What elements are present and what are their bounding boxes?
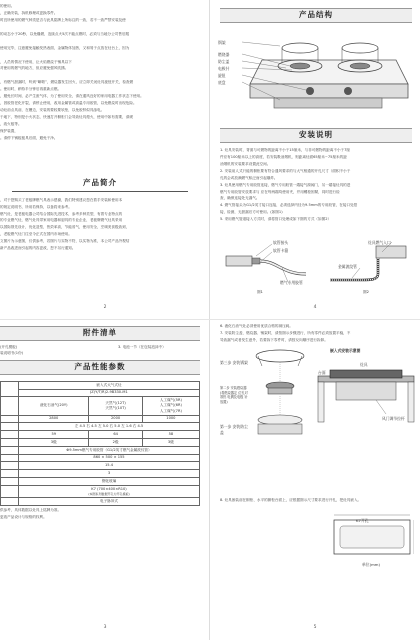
text-line: 的使用。 — [0, 4, 15, 8]
text-line: ，避免长时间，必产生废气体，为了使用安全，请在通风良好的家用电器工作状态下使用。 — [0, 94, 144, 99]
text-line: ，对于您购买了老板牌燃气具表示感谢，我们特别建议您在着手安装和使用本 — [0, 197, 123, 202]
table-row — [1, 454, 200, 462]
step-3-label: 第三步 安装锅架 — [220, 360, 248, 365]
table-row — [1, 439, 200, 447]
step-7-text: 导致漏气或者发生意外，若要拆下零件时，请按反向顺序进行拆卸。 — [220, 337, 328, 342]
text-line: 2. 安装前人式只能的橱柜要有符合通风要求的与大气相通的开孔尺寸（面积不小于 — [220, 168, 351, 173]
text-line: 新产品改进而引起的内容更改，恕不另行通知。 — [0, 246, 76, 251]
text-line: 的规定说明书，所用若保持，以备将来参考。 — [0, 204, 72, 209]
install-title-box — [220, 128, 412, 143]
embed-label-stove: 灶具 — [360, 362, 368, 367]
params-title: 产品性能参数 — [74, 362, 126, 371]
text-line: ，因胶管老化开裂，请停止使用，改用金属管或高温专用胶管，以免燃烧时出现危险。 — [0, 101, 137, 106]
table-row — [1, 415, 200, 423]
page-number: 4 — [313, 305, 317, 311]
figure-2-metal-pipe — [322, 238, 412, 288]
table-cell: K7 (700×400×R10) (本图系列数据开孔为开孔模板) — [19, 485, 200, 497]
table-cell: 860 × 500 × 155 — [19, 454, 200, 462]
text-line: 3. 灶具使用燃气专用胶管连接，燃气专用胶管一端接气源阀门，另一端接灶具的进 — [220, 182, 351, 187]
cutout-label: K7开孔 — [356, 518, 369, 523]
table-cell: 15.4 — [19, 462, 200, 470]
step-2-label: 第二步 安装燃烧器 (将燃烧器定 位孔对准热 电偶及电极 针放置) — [220, 386, 248, 404]
params-title-box — [0, 360, 200, 375]
intro-title-rule — [12, 191, 188, 192]
fig1-label-clamp: 软管卡箍 — [273, 248, 289, 253]
table-cell: 2级 — [89, 439, 142, 447]
text-line: 4. 燃气管接头为G1/2英寸接口连接，必须选择内径为9.5mm的专用胶管，在接口处搭 — [220, 203, 358, 208]
step-8-text: 8. 灶具嵌装前在橱柜、水平的橱柜台面上，应根据图示尺寸要求进行开孔，把灶具嵌入。 — [220, 498, 362, 502]
text-line: 燃气专用胶管安放要求与 应在每两端均使用夹，并用螺栓固紧，同时进行检 — [220, 189, 340, 194]
table-cell: 天然气(12T) 天然气(10T) — [89, 397, 142, 415]
table-cell: 3 — [19, 470, 200, 478]
safety-notes — [0, 4, 200, 143]
install-section — [220, 128, 412, 224]
text-line: 时宜所使用的燃气种类是否与此具铭牌上所标注的一致，若不一致严禁安装及使 — [0, 17, 126, 22]
left-burner — [290, 63, 310, 69]
text-line: ，改火板等。 — [0, 121, 22, 126]
pot-stand — [256, 350, 304, 362]
stove-structure-diagram — [220, 28, 410, 120]
intro-text — [0, 198, 200, 252]
cutout-diagram — [330, 510, 414, 568]
unit-label: 单位(mm) — [362, 562, 380, 567]
structure-title: 产品结构 — [299, 10, 333, 19]
table-cell: 左 4.5 右 4.5 左 5.0 右 5.0 左 1.6 右 4.5 — [19, 423, 200, 431]
table-cell: 64 — [89, 431, 142, 439]
fig1-label-connector: 软管接头 — [273, 240, 289, 245]
step-1-label: 第一步 安装防尘盖 — [220, 424, 248, 435]
table-cell: 3级 — [19, 439, 89, 447]
text-line: ，有燃气泄漏时，听到“噼啪”，燃烧器发生回火，应立即关闭灶具旋钮开关，检查燃 — [0, 80, 134, 85]
manual-page-5 — [210, 320, 420, 640]
table-row — [1, 397, 200, 415]
table-row — [1, 431, 200, 439]
table-row — [1, 497, 200, 505]
text-line: 动灶前点具前，在槽边，安装的要较要软垫，以免胶锌似具渗电。 — [0, 108, 105, 113]
text-line: 文图片为示意图，仅供参考，若图片与实物不符，以实物为准，本公司产品外观结 — [0, 239, 130, 244]
text-line: 。使用时，稍待半分钟后再重新点燃。 — [0, 87, 62, 92]
right-knob — [344, 87, 352, 95]
table-cell: Φ9.5mm燃气专用胶管（G1/2英寸燃气金属波纹管） — [19, 446, 200, 454]
stove-chassis — [250, 84, 408, 98]
params-table — [0, 381, 200, 506]
table-cell: 电子脉冲式 — [19, 497, 200, 505]
accessories-title-box — [0, 326, 200, 341]
text-line: 孔的会或放满燃气积泛而引起爆炸。 — [220, 175, 278, 180]
left-grate-exploded — [282, 43, 318, 53]
text-line: 对使用的燃气的地方，但应避免强风吹拂。 — [0, 66, 69, 71]
table-cell: 1000 — [142, 415, 199, 423]
fig2-label-corrugated: 金属波纹管 — [338, 264, 357, 269]
text-line: ，老板燃气灶门往至今正式在国内市场使用。 — [0, 232, 72, 237]
table-row — [1, 381, 200, 389]
page-number: 5 — [313, 625, 317, 631]
accessory-item: 装说明书(1份) — [0, 350, 24, 355]
install-title: 安装说明 — [299, 130, 333, 139]
table-row — [1, 478, 200, 486]
label-burner: 燃烧器 — [218, 52, 230, 57]
steps-6-7 — [220, 324, 415, 345]
text-line: ，正确安装，拆机修理或更换零件。 — [0, 10, 58, 15]
text-line: 以国际领先设计，优化造型，热效率高，节能省气，使用安全，烹调美食极致到， — [0, 225, 130, 230]
table-cell: 嵌入式大气式灶 — [19, 381, 200, 389]
burner-assembly-diagram — [252, 344, 308, 444]
table-row — [1, 423, 200, 431]
text-line: 1. 灶具安装时，背面与可燃物的距离不小于15厘米，与非可燃物的距离不小于7厘 — [220, 147, 351, 152]
footnote: 供参考，具体数据以灶具上铭牌为准。 — [0, 507, 62, 512]
text-line: 。请停下锅板板具后面，避免干净。 — [0, 135, 58, 140]
table-cell: 液化石油气(20Y) — [19, 397, 89, 415]
table-cell: JZ(Y/T/R)2-9B330-M1 — [19, 389, 200, 397]
dust-cover — [258, 415, 302, 425]
text-line: 的专业燃气灶，燃气灶具带家用电器和厨具的专业企业，老板牌燃气灶具采用 — [0, 218, 123, 223]
text-line — [0, 73, 200, 79]
page-number: 2 — [103, 305, 107, 311]
structure-section — [220, 8, 412, 23]
accessories-title: 附件清单 — [83, 328, 117, 337]
text-line: 的动态小于20秒，以免爆燃，连续点火5次不能点燃时，必须与当地分公司售后服 — [0, 31, 130, 36]
footnote: 更改产品设计与规格的权利。 — [0, 514, 47, 519]
params-section — [0, 360, 200, 522]
table-row — [1, 446, 200, 454]
stove-glass-panel — [250, 60, 408, 84]
table-footnotes — [0, 508, 200, 521]
table-row — [1, 470, 200, 478]
table-cell: 3级 — [142, 439, 199, 447]
label-pot-stand: 锅架 — [218, 40, 226, 45]
manual-page-4 — [210, 0, 420, 320]
right-grate-exploded — [342, 43, 378, 53]
table-cell: 2800 — [19, 415, 89, 423]
page-number: 3 — [103, 625, 107, 631]
install-instructions — [220, 148, 412, 223]
accessory-item: (开孔模板) — [0, 344, 18, 349]
intro-title: 产品简介 — [83, 178, 117, 187]
step-7-text: 7. 安装防尘盖、燃烧器、锅架时，请按图示步骤进行，所有零件必须放置平稳，不 — [220, 330, 351, 335]
accessory-item: 3. 电池一节（在包装泡沫中） — [118, 344, 166, 349]
text-line — [0, 53, 200, 59]
text-line: 接，检测，无泄漏后方可使用。(如图1) — [220, 210, 283, 215]
accessories-section — [0, 326, 200, 361]
manual-page-3 — [0, 320, 210, 640]
text-line: 件应有100厘米以上的高度，若安装吸油烟机，则距离灶面65厘米~75厘米的距 — [220, 154, 347, 159]
intro-section — [0, 178, 200, 253]
fig2-label-inlet: 灶具燃气入口 — [368, 240, 391, 245]
text-line: ，人员的情况下使用，让火焰燃烧于锅具以下 — [0, 59, 72, 64]
text-line: 使用完毕，注意避免接触发热表面，金属物体加热，又和易于点放在灶台上，因为 — [0, 45, 130, 50]
text-line: 查，确保连接处无漏气。 — [220, 196, 260, 201]
text-line — [0, 39, 200, 45]
text-line: 燃气灶，是老板电器公司结合国际先进技术，参考多种类型，有着专业特点的 — [0, 211, 123, 216]
right-burner — [350, 63, 370, 69]
fig2-caption: 图2 — [363, 290, 369, 294]
fig1-label-hose: 燃气专用胶管 — [280, 280, 303, 285]
label-knob: 旋钮 — [218, 73, 226, 78]
step-6-text: 6. 液化石油气灶必须使用优质合格的减压阀。 — [220, 324, 293, 328]
label-base: 底盘 — [218, 80, 226, 85]
stove-lower-box — [274, 98, 382, 108]
embed-label-counter: 台面 — [318, 370, 326, 375]
manual-page-2 — [0, 0, 210, 320]
table-cell: 2000 — [89, 415, 142, 423]
left-knob — [306, 87, 314, 95]
table-cell: 人工煤气(5R) 人工煤气(6R) 人工煤气(7R) — [142, 397, 199, 415]
accessories-list — [0, 345, 200, 361]
table-row — [1, 485, 200, 497]
table-cell: 钢化玻璃 — [19, 478, 200, 486]
text-line — [0, 25, 200, 31]
step-8 — [220, 498, 415, 505]
table-row — [1, 389, 200, 397]
text-line: 5. 采用燃气管道接入方式时，请将管口处理成如下图的方式（如图2） — [220, 217, 332, 222]
stove-body — [330, 370, 402, 378]
fig1-caption: 图1 — [257, 290, 263, 294]
label-electrode: 电极针 — [218, 66, 230, 71]
table-cell: 59 — [19, 431, 89, 439]
embed-diagram-title: 嵌入式安装示意图 — [330, 348, 361, 353]
label-dust-cover: 防尘盖 — [218, 59, 230, 64]
structure-title-box — [220, 8, 412, 23]
text-line: 于地下，特别是小火状态，快速打开橱柜门会导致灶具熄火，使用中如有需要，请缓 — [0, 115, 133, 119]
embed-label-damper: 风门调节拉杆 — [382, 416, 405, 421]
text-line: 保护装置， — [0, 128, 18, 133]
text-line: 油烟机的安装要求设置此空间。 — [220, 161, 271, 166]
table-cell: 58 — [142, 431, 199, 439]
table-row — [1, 462, 200, 470]
